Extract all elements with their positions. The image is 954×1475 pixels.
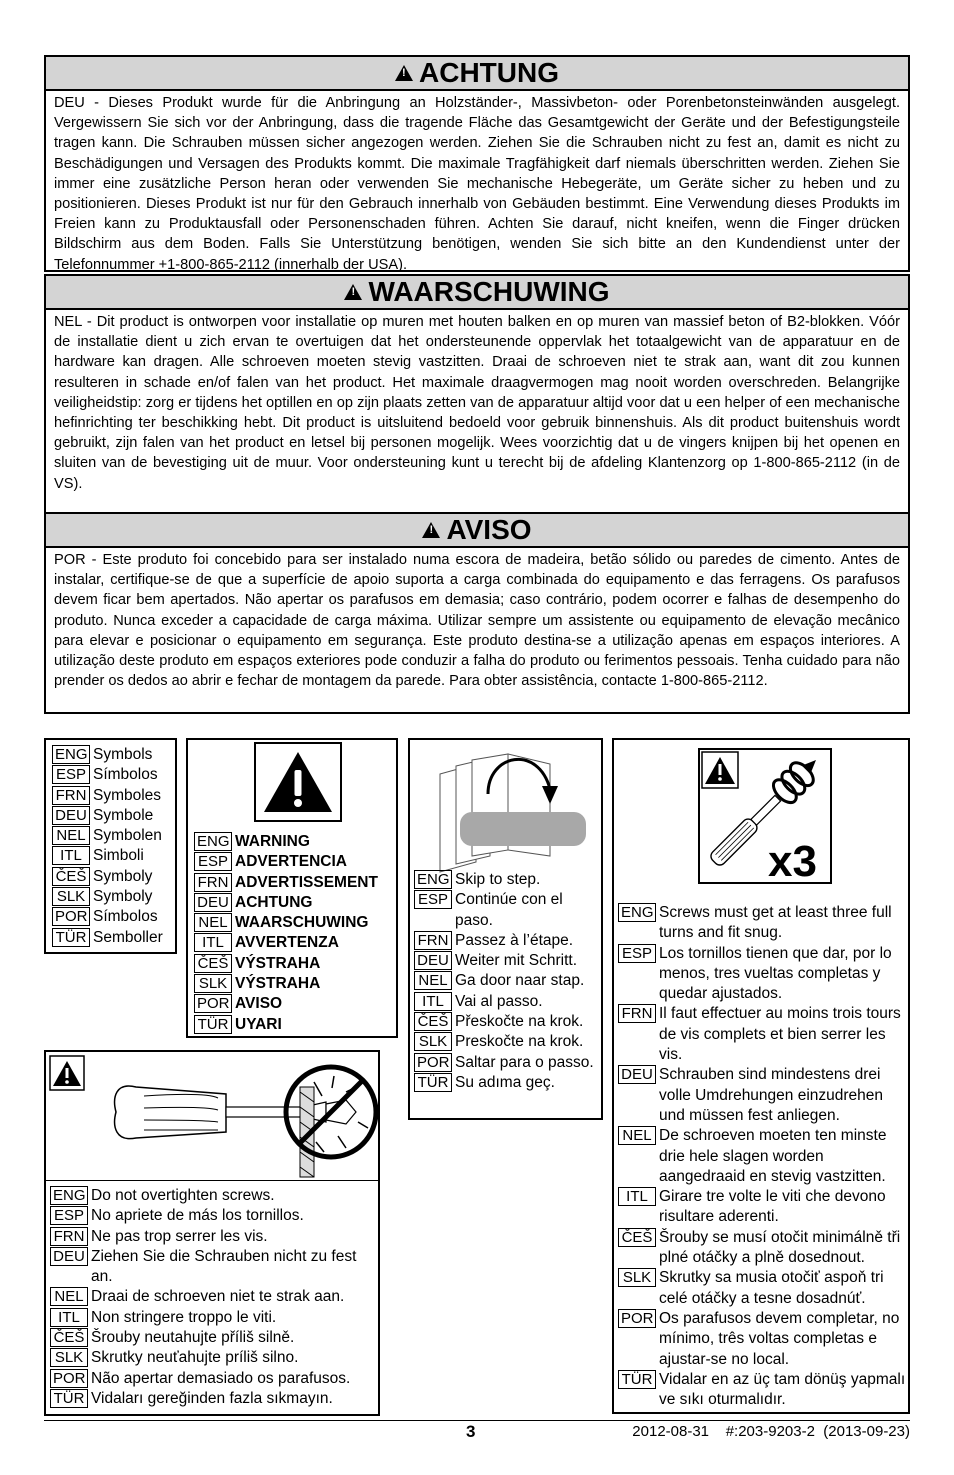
- screwdriver-screw-icon: [698, 748, 832, 884]
- language-code: SLK: [618, 1268, 656, 1287]
- overtighten-illustration: [46, 1052, 378, 1180]
- language-code: ENG: [50, 1186, 88, 1205]
- screws-turns-list: [618, 903, 910, 1410]
- warning-heading-text: WAARSCHUWING: [368, 276, 610, 307]
- language-text: WAARSCHUWING: [235, 914, 369, 932]
- language-text: Draai de schroeven niet te strak aan.: [91, 1288, 345, 1306]
- language-code: ENG: [618, 903, 656, 922]
- language-code: DEU: [414, 951, 452, 970]
- language-code: ČEŠ: [52, 867, 90, 886]
- language-code: DEU: [194, 893, 232, 912]
- overtighten-panel: [44, 1050, 380, 1416]
- language-code: NEL: [194, 913, 232, 932]
- language-code: POR: [414, 1053, 452, 1072]
- language-row: [194, 954, 398, 974]
- language-code: FRN: [414, 931, 452, 950]
- language-text: Symbole: [93, 806, 154, 824]
- language-code: POR: [52, 907, 90, 926]
- language-code: DEU: [52, 806, 90, 825]
- language-row: [194, 873, 398, 893]
- language-text: VÝSTRAHA: [235, 975, 321, 993]
- language-row: [618, 944, 910, 1005]
- language-code: TÜR: [52, 928, 90, 947]
- language-text: Skrutky sa musia otočiť aspoň tri celé otáčky a tesne dosadnúť.: [659, 1269, 884, 1307]
- language-row: [414, 1053, 602, 1073]
- document-info: 2012-08-31 #:203-9203-2 (2013-09-23): [632, 1423, 910, 1440]
- language-text: Screws must get at least three full turns and fit snug.: [659, 904, 892, 942]
- language-row: [194, 994, 398, 1014]
- language-text: Passez à l’étape.: [455, 931, 574, 949]
- language-text: Vidaları gereğinden fazla sıkmayın.: [91, 1389, 333, 1407]
- skip-step-panel: [408, 738, 603, 1120]
- language-row: [618, 1065, 910, 1126]
- language-text: Symbols: [93, 746, 153, 763]
- language-text: Přeskočte na krok.: [455, 1013, 584, 1031]
- skip-page-icon: [428, 744, 588, 874]
- language-text: Symboly: [93, 867, 153, 885]
- warning-box-waarschuwing: [44, 274, 910, 514]
- language-code: ESP: [618, 944, 656, 963]
- language-text: Do not overtighten screws.: [91, 1187, 275, 1204]
- language-text: Continúe con el paso.: [455, 891, 563, 929]
- language-code: ESP: [52, 765, 90, 784]
- language-code: TÜR: [618, 1370, 656, 1389]
- language-row: [618, 903, 910, 944]
- language-text: ADVERTISSEMENT: [235, 873, 378, 891]
- warning-box-achtung: [44, 55, 910, 272]
- language-text: Preskočte na krok.: [455, 1033, 584, 1051]
- language-row: [414, 870, 602, 890]
- multiplier-label: x3: [768, 837, 817, 884]
- warning-heading: [46, 514, 908, 548]
- language-text: Il faut effectuer au moins trois tours de vis complets et bien serrer les vis.: [659, 1005, 901, 1064]
- footer-divider: [44, 1420, 910, 1421]
- language-row: [50, 1227, 378, 1247]
- language-row: [194, 974, 398, 994]
- language-text: Schrauben sind mindestens drei volle Umdrehungen einzudrehen und müssen fest anliegen.: [659, 1066, 884, 1124]
- language-row: [50, 1287, 378, 1307]
- language-row: [618, 1309, 910, 1370]
- language-row: [50, 1186, 378, 1206]
- warning-text: NEL - Dit product is ontworpen voor installatie op muren met houten balken en op muren van massief beton of B2-blokken. Vóór de installatie dient u zich ervan te overtuigen dat het ondersteunende oppervlak het totaalgewicht van de apparatuur en de hardware kan dragen. Alle schroeven moeten stevig vastzitten. Draai de schroeven niet te strak aan, want dit zou kunnen resulteren in schade en/of falen van het product. Het maximale draagvermogen mag nooit worden overschreden. Belangrijke veiligheidstip: zorg er tijdens het optillen en op zijn plaats zetten van de apparatuur altijd voor dat u een helper of een mechanische hefinrichting ter beschikking hebt. Dit product is uitsluitend bedoeld voor gebruik binnenshuis. Als dit product buitenshuis wordt gebruikt, zijn falen van het product en letsel bij personen mogelijk. Wees voorzichtig dat u de vingers knijpen bij het openen en sluiten van de bevestiging uit de muur. Voor ondersteuning kunt u terecht bij de afdeling Klantenzorg op 1-800-865-2112 (in de VS).: [54, 314, 900, 492]
- language-code: ESP: [50, 1206, 88, 1225]
- language-text: Su adıma geç.: [455, 1073, 555, 1091]
- warning-box-aviso: [44, 512, 910, 714]
- language-row: [414, 971, 602, 991]
- warning-heading-text: ACHTUNG: [419, 57, 559, 88]
- language-row: [194, 913, 398, 933]
- language-text: AVISO: [235, 995, 283, 1013]
- language-text: VÝSTRAHA: [235, 954, 321, 972]
- language-text: Não apertar demasiado os parafusos.: [91, 1369, 351, 1387]
- language-code: NEL: [50, 1287, 88, 1306]
- warning-terms-panel: [186, 738, 398, 1038]
- language-code: TÜR: [50, 1389, 88, 1408]
- language-text: Symbolen: [93, 827, 162, 845]
- language-text: ACHTUNG: [235, 893, 313, 911]
- language-row: [52, 765, 175, 785]
- language-row: [618, 1004, 910, 1065]
- language-code: NEL: [414, 971, 452, 990]
- language-row: [52, 887, 175, 907]
- language-text: AVVERTENZA: [235, 934, 339, 952]
- language-code: POR: [618, 1309, 656, 1328]
- overtighten-list: [50, 1186, 378, 1409]
- language-text: Weiter mit Schritt.: [455, 952, 578, 970]
- language-row: [50, 1369, 378, 1389]
- language-code: ITL: [414, 992, 452, 1011]
- language-text: Ne pas trop serrer les vis.: [91, 1227, 268, 1245]
- language-row: [618, 1370, 910, 1411]
- warning-triangle-icon: [422, 522, 440, 538]
- language-text: Los tornillos tienen que dar, por lo menos, tres vueltas completas y quedar ajustados.: [659, 944, 892, 1003]
- language-row: [194, 893, 398, 913]
- language-code: ITL: [194, 933, 232, 952]
- language-row: [618, 1268, 910, 1309]
- language-text: Non stringere troppo le viti.: [91, 1308, 277, 1326]
- language-text: Skip to step.: [455, 871, 541, 888]
- language-code: ČEŠ: [50, 1328, 88, 1347]
- language-text: ADVERTENCIA: [235, 853, 347, 871]
- language-code: ENG: [52, 745, 90, 764]
- symbols-panel: [44, 738, 177, 954]
- language-row: [618, 1228, 910, 1269]
- language-row: [618, 1126, 910, 1187]
- language-row: [194, 1015, 398, 1035]
- language-row: [50, 1328, 378, 1348]
- language-row: [618, 1187, 910, 1228]
- language-text: Ziehen Sie die Schrauben nicht zu fest an.: [91, 1247, 357, 1286]
- language-row: [194, 933, 398, 953]
- language-text: No apriete de más los tornillos.: [91, 1207, 304, 1225]
- language-text: Vidalar en az üç tam dönüş yapmalı ve sıkı oturmalıdır.: [659, 1370, 906, 1409]
- language-text: Šrouby neutahujte příliš silně.: [91, 1329, 295, 1347]
- language-code: NEL: [52, 826, 90, 845]
- language-text: Šrouby se musí otočit minimálně tři plné otáčky a plně dosednout.: [659, 1228, 901, 1267]
- warning-heading-text: AVISO: [446, 514, 532, 545]
- language-text: Símbolos: [93, 766, 158, 784]
- language-row: [414, 951, 602, 971]
- language-code: ITL: [618, 1187, 656, 1206]
- language-code: TÜR: [414, 1073, 452, 1092]
- language-row: [194, 832, 398, 852]
- symbols-list: [52, 745, 175, 948]
- language-text: Símbolos: [93, 908, 158, 926]
- language-row: [52, 826, 175, 846]
- language-code: DEU: [50, 1247, 88, 1266]
- language-row: [50, 1206, 378, 1226]
- language-text: Vai al passo.: [455, 992, 543, 1010]
- language-code: POR: [194, 994, 232, 1013]
- language-code: ČEŠ: [194, 954, 232, 973]
- warning-text: DEU - Dieses Produkt wurde für die Anbringung an Holzständer-, Massivbeton- oder Porenbetonsteinwänden ausgelegt. Vergewissern Sie sich vor der Anbringung, dass die tragende Fläche das Gesamtgewicht der Geräte und der Befestigungsteile tragen kann. Die Schrauben müssen sicher angezogen werden. Ziehen Sie die Schrauben nicht zu fest an, damit es nicht zu Beschädigungen und Versagen des Produkts kommt. Die maximale Tragfähigkeit darf niemals überschritten werden. Ziehen Sie immer eine zusätzliche Person heran oder verwenden Sie mechanische Hebegeräte, um Geräte sicher zu heben und zu positionieren. Dieses Produkt ist nur für den Gebrauch innerhalb von Gebäuden bestimmt. Eine Verwendung dieses Produkts im Freien kann zu Produktausfall oder Personenschaden führen. Achten Sie darauf, nicht kneifen, wenn die Finger drücken Bildschirm aus dem Boden. Falls Sie Unterstützung benötigen, wenden Sie sich bitte an den Kundendienst unter der Telefonnummer +1-800-865-2112 (innerhalb der USA).: [54, 95, 900, 273]
- language-row: [50, 1389, 378, 1409]
- language-row: [50, 1348, 378, 1368]
- language-code: FRN: [618, 1004, 656, 1023]
- language-code: POR: [50, 1369, 88, 1388]
- language-row: [414, 931, 602, 951]
- language-code: NEL: [618, 1126, 656, 1145]
- language-text: Saltar para o passo.: [455, 1053, 594, 1071]
- language-code: TÜR: [194, 1015, 232, 1034]
- language-row: [50, 1308, 378, 1328]
- language-text: Symboly: [93, 888, 153, 906]
- language-code: SLK: [50, 1348, 88, 1367]
- language-row: [414, 1012, 602, 1032]
- language-code: FRN: [50, 1227, 88, 1246]
- skip-step-list: [414, 870, 602, 1093]
- language-code: ČEŠ: [618, 1228, 656, 1247]
- warning-triangle-icon: [395, 65, 413, 81]
- language-code: FRN: [52, 786, 90, 805]
- language-row: [414, 1073, 602, 1093]
- language-code: DEU: [618, 1065, 656, 1084]
- language-row: [414, 1032, 602, 1052]
- warning-heading: [46, 276, 908, 310]
- language-row: [52, 806, 175, 826]
- language-code: ČEŠ: [414, 1012, 452, 1031]
- language-text: WARNING: [235, 833, 310, 850]
- language-code: ESP: [194, 852, 232, 871]
- language-row: [52, 907, 175, 927]
- language-text: De schroeven moeten ten minste drie hele slagen worden aangedraaid en stevig vastzitten.: [659, 1127, 887, 1185]
- language-row: [50, 1247, 378, 1288]
- warning-triangle-icon: [344, 284, 362, 300]
- language-row: [52, 786, 175, 806]
- language-code: SLK: [52, 887, 90, 906]
- warning-triangle-icon: [254, 742, 342, 822]
- divider: [46, 1180, 378, 1181]
- language-code: ESP: [414, 890, 452, 909]
- language-code: SLK: [194, 974, 232, 993]
- language-text: UYARI: [235, 1015, 282, 1033]
- language-text: Simboli: [93, 847, 144, 865]
- language-row: [52, 867, 175, 887]
- language-text: Os parafusos devem completar, no mínimo, três voltas completas e ajustar-se no local.: [659, 1309, 900, 1368]
- language-row: [52, 928, 175, 948]
- language-row: [194, 852, 398, 872]
- language-code: ITL: [52, 846, 90, 865]
- language-code: SLK: [414, 1032, 452, 1051]
- warning-terms-list: [194, 832, 398, 1035]
- language-text: Girare tre volte le viti che devono risultare aderenti.: [659, 1188, 886, 1226]
- screws-turns-panel: [612, 738, 910, 1414]
- language-text: Ga door naar stap.: [455, 972, 585, 990]
- language-row: [52, 846, 175, 866]
- language-code: ENG: [414, 870, 452, 889]
- language-code: ENG: [194, 832, 232, 851]
- language-code: ITL: [50, 1308, 88, 1327]
- language-row: [52, 745, 175, 765]
- language-row: [414, 992, 602, 1012]
- language-row: [414, 890, 602, 931]
- warning-text: POR - Este produto foi concebido para ser instalado numa escora de madeira, betão sólido ou paredes de cimento. Antes de instalar, certifique-se de que a superfície de apoio suporta a carga combinada do equipamento e das ferragens. Os parafusos devem ficar bem apertados. Não apertar os parafusos em demasia; caso contrário, podem ocorrer e falhas de desempenho do produto. Nunca exceder a capacidade de carga máxima. Utilizar sempre um assistente ou equipamento de elevação mecânico para elevar e posicionar o equipamento em segurança. Este produto destina-se a utilização apenas em espaços interiores. A utilização deste produto em espaços exteriores pode conduzir a falha do produto ou ferimentos pessoais. Tenha cuidado para não prender os dedos ao abrir e fechar de montagem da parede. Para obter assistência, contacte 1-800-865-2112.: [54, 552, 900, 690]
- language-text: Symboles: [93, 786, 162, 804]
- warning-heading: [46, 57, 908, 91]
- page-number: 3: [466, 1422, 476, 1441]
- language-text: Semboller: [93, 928, 163, 946]
- language-text: Skrutky neuťahujte príliš silno.: [91, 1349, 299, 1367]
- language-code: FRN: [194, 873, 232, 892]
